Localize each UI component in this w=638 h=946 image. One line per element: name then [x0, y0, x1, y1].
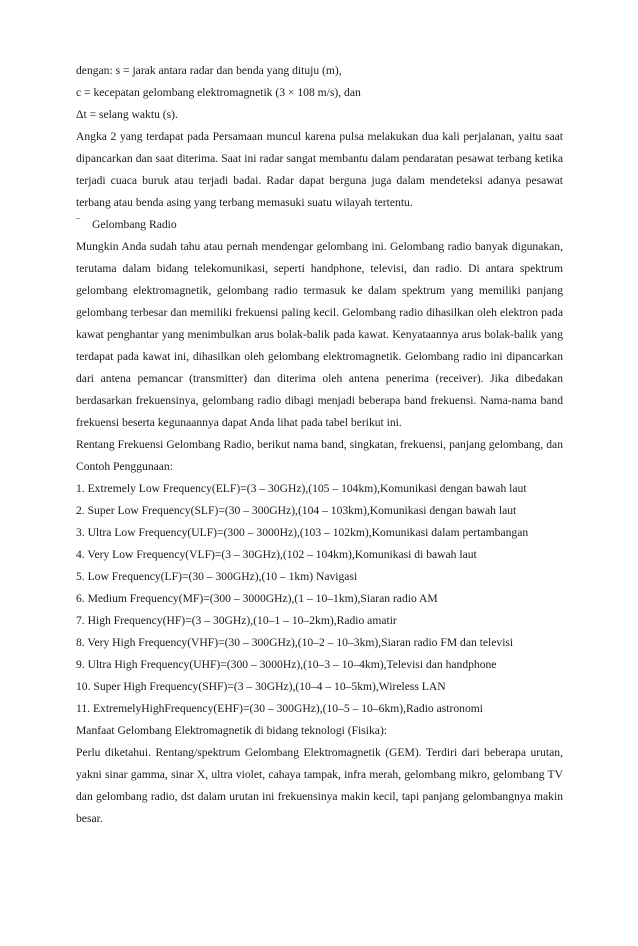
section-heading-benefits: Manfaat Gelombang Elektromagnetik di bidang teknologi (Fisika): — [76, 724, 388, 737]
section-heading-text: Gelombang Radio — [92, 218, 177, 231]
paragraph-radar: Angka 2 yang terdapat pada Persamaan muncul karena pulsa melakukan dua kali perjalanan, yaitu saat dipancarkan dan saat diterima. Saat ini radar sangat membantu dalam pendaratan pesawat terbang ketika terjadi cuaca buruk atau terjadi badai. Radar dapat berguna juga dalam mendeteksi adanya pesawat terbang atau benda asing yang terbang memasuki suatu wilayah tertentu. — [76, 130, 563, 209]
definition-line-dt: Δt = selang waktu (s). — [76, 108, 178, 121]
list-item: 9. Ultra High Frequency(UHF)=(300 – 3000Hz),(10–3 – 10–4km),Televisi dan handphone — [76, 658, 497, 671]
definition-line-s: dengan: s = jarak antara radar dan benda yang dituju (m), — [76, 64, 342, 77]
list-item: 3. Ultra Low Frequency(ULF)=(300 – 3000Hz),(103 – 102km),Komunikasi dalam pertambangan — [76, 526, 529, 539]
list-item: 5. Low Frequency(LF)=(30 – 300GHz),(10 – 1km) Navigasi — [76, 570, 358, 583]
paragraph-frequency-intro: Rentang Frekuensi Gelombang Radio, berikut nama band, singkatan, frekuensi, panjang gelombang, dan Contoh Penggunaan: — [76, 438, 563, 473]
section-heading-radio — [76, 214, 563, 236]
list-item: 10. Super High Frequency(SHF)=(3 – 30GHz),(10–4 – 10–5km),Wireless LAN — [76, 680, 446, 693]
dash-icon: ‾ — [76, 218, 80, 231]
document-page — [76, 60, 563, 830]
list-item: 6. Medium Frequency(MF)=(300 – 3000GHz),(1 – 10–1km),Siaran radio AM — [76, 592, 438, 605]
list-item: 8. Very High Frequency(VHF)=(30 – 300GHz),(10–2 – 10–3km),Siaran radio FM dan televisi — [76, 636, 514, 649]
list-item: 7. High Frequency(HF)=(3 – 30GHz),(10–1 – 10–2km),Radio amatir — [76, 614, 397, 627]
list-item: 11. ExtremelyHighFrequency(EHF)=(30 – 300GHz),(10–5 – 10–6km),Radio astronomi — [76, 702, 483, 715]
frequency-list — [76, 478, 563, 720]
paragraph-spectrum: Perlu diketahui. Rentang/spektrum Gelombang Elektromagnetik (GEM). Terdiri dari beberapa urutan, yakni sinar gamma, sinar X, ultra violet, cahaya tampak, infra merah, gelombang mikro, gelombang TV dan gelombang radio, dst dalam urutan ini frekuensinya makin kecil, tapi panjang gelombangnya makin besar. — [76, 746, 563, 825]
definition-line-c: c = kecepatan gelombang elektromagnetik (3 × 108 m/s), dan — [76, 86, 361, 99]
list-item: 2. Super Low Frequency(SLF)=(30 – 300GHz),(104 – 103km),Komunikasi dengan bawah laut — [76, 504, 517, 517]
list-item: 4. Very Low Frequency(VLF)=(3 – 30GHz),(102 – 104km),Komunikasi di bawah laut — [76, 548, 477, 561]
list-item: 1. Extremely Low Frequency(ELF)=(3 – 30GHz),(105 – 104km),Komunikasi dengan bawah laut — [76, 482, 527, 495]
paragraph-radio: Mungkin Anda sudah tahu atau pernah mendengar gelombang ini. Gelombang radio banyak digunakan, terutama dalam bidang telekomunikasi, seperti handphone, televisi, dan radio. Di antara spektrum gelombang elektromagnetik, gelombang radio termasuk ke dalam spektrum yang memiliki panjang gelombang terbesar dan memiliki frekuensi paling kecil. Gelombang radio dihasilkan oleh elektron pada kawat penghantar yang menimbulkan arus bolak-balik pada kawat. Kenyataannya arus bolak-balik yang terdapat pada kawat ini, dihasilkan oleh gelombang elektromagnetik. Gelombang radio ini dipancarkan dari antena pemancar (transmitter) dan diterima oleh antena penerima (receiver). Jika dibedakan berdasarkan frekuensinya, gelombang radio dibagi menjadi beberapa band frekuensi. Nama-nama band frekuensi beserta kegunaannya dapat Anda lihat pada tabel berikut ini. — [76, 240, 563, 429]
